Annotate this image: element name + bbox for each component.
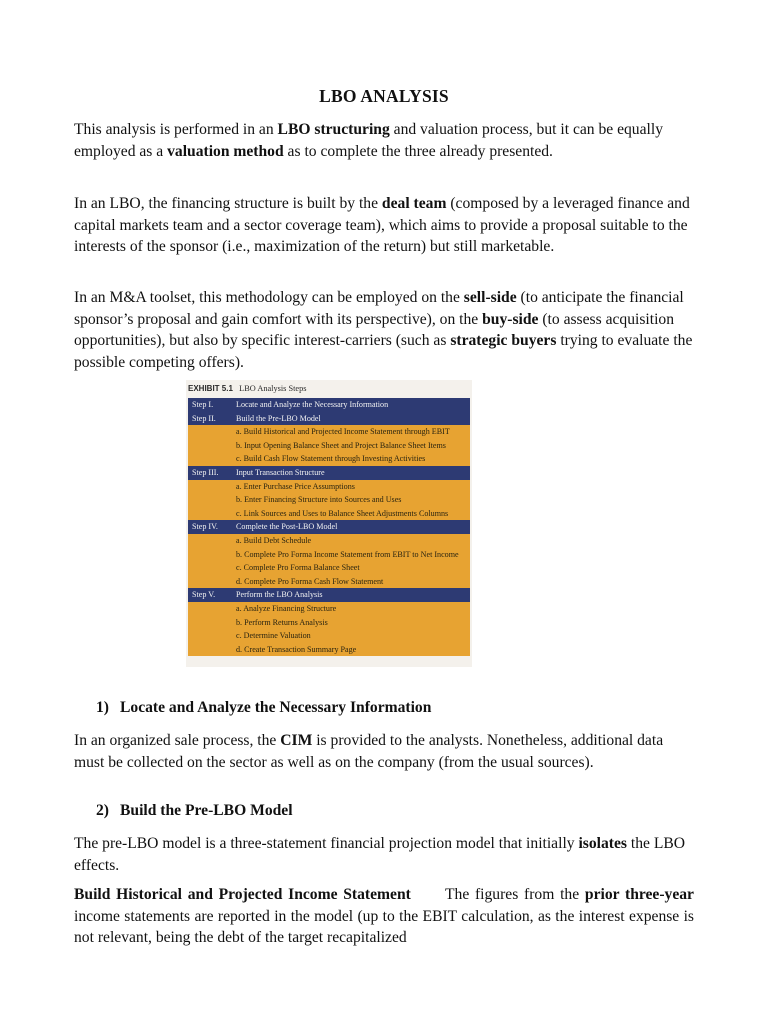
- exhibit-header: [188, 384, 306, 398]
- step-row: Step I. Locate and Analyze the Necessary Information: [188, 398, 470, 412]
- section-heading-1: 1) Locate and Analyze the Necessary Information: [96, 699, 432, 716]
- substep-row: d. Create Transaction Summary Page: [188, 643, 470, 657]
- section-heading-2: 2) Build the Pre-LBO Model: [96, 802, 293, 819]
- substep-row: c. Determine Valuation: [188, 629, 470, 643]
- paragraph-income-statement: Build Historical and Projected Income Statement The figures from the prior three-year income statements are reported in the model (up to the EBIT calculation, as the interest expense is not relevant, being the debt of the target recapitalized: [74, 886, 698, 946]
- exhibit-lbo-steps-image: [186, 380, 472, 667]
- exhibit-label: EXHIBIT 5.1: [188, 384, 233, 393]
- exhibit-table: [188, 398, 470, 656]
- substep-row: b. Input Opening Balance Sheet and Project Balance Sheet Items: [188, 439, 470, 453]
- paragraph-cim: In an organized sale process, the CIM is provided to the analysts. Nonetheless, additional data must be collected on the sector as well as on the company (from the usual sources).: [74, 732, 664, 771]
- substep-row: a. Build Debt Schedule: [188, 534, 470, 548]
- exhibit-caption: LBO Analysis Steps: [239, 384, 307, 393]
- substep-row: d. Complete Pro Forma Cash Flow Statement: [188, 575, 470, 589]
- step-row: Step V. Perform the LBO Analysis: [188, 588, 470, 602]
- substep-row: c. Build Cash Flow Statement through Investing Activities: [188, 452, 470, 466]
- substep-row: a. Analyze Financing Structure: [188, 602, 470, 616]
- paragraph-toolset: In an M&A toolset, this methodology can be employed on the sell-side (to anticipate the financial sponsor’s proposal and gain comfort with its perspective), on the buy-side (to assess acquisition opportunities), but also by specific interest-carriers (such as strategic buyers trying to evaluate the possible competing offers).: [74, 289, 693, 371]
- substep-row: a. Build Historical and Projected Income Statement through EBIT: [188, 425, 470, 439]
- substep-row: b. Enter Financing Structure into Sources and Uses: [188, 493, 470, 507]
- substep-row: a. Enter Purchase Price Assumptions: [188, 480, 470, 494]
- step-row: Step II. Build the Pre-LBO Model: [188, 412, 470, 426]
- paragraph-intro: This analysis is performed in an LBO structuring and valuation process, but it can be equally employed as a valuation method as to complete the three already presented.: [74, 121, 663, 160]
- substep-row: b. Complete Pro Forma Income Statement from EBIT to Net Income: [188, 548, 470, 562]
- paragraph-financing-structure: In an LBO, the financing structure is built by the deal team (composed by a leveraged finance and capital markets team and a sector coverage team), which aims to provide a proposal suitable to the interests of the sponsor (i.e., maximization of the return) but still marketable.: [74, 195, 690, 255]
- substep-row: c. Link Sources and Uses to Balance Sheet Adjustments Columns: [188, 507, 470, 521]
- page-title: LBO ANALYSIS: [319, 86, 449, 106]
- substep-row: c. Complete Pro Forma Balance Sheet: [188, 561, 470, 575]
- paragraph-pre-lbo: The pre-LBO model is a three-statement financial projection model that initially isolates the LBO effects.: [74, 835, 686, 874]
- step-row: Step IV. Complete the Post-LBO Model: [188, 520, 470, 534]
- step-row: Step III. Input Transaction Structure: [188, 466, 470, 480]
- substep-row: b. Perform Returns Analysis: [188, 616, 470, 630]
